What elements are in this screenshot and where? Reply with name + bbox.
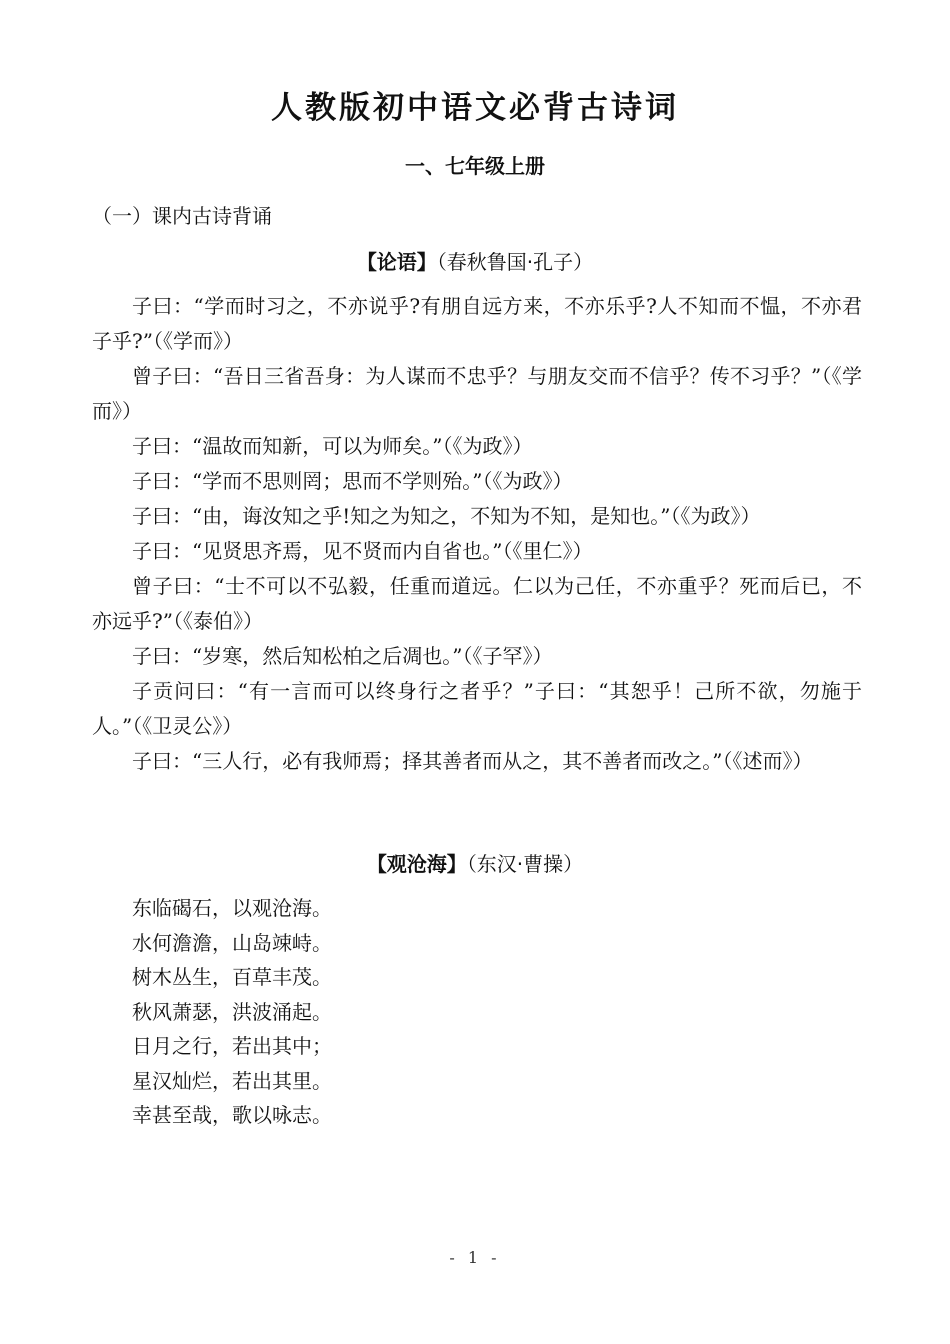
subsection-heading: （一）课内古诗背诵	[92, 204, 272, 228]
poem-line: 树木丛生，百草丰茂。	[132, 965, 332, 989]
work-title-name: 【论语】	[356, 250, 437, 274]
work-title-author: （春秋鲁国·孔子）	[436, 250, 594, 274]
lunyu-passages	[92, 289, 862, 779]
passage: 子曰：“见贤思齐焉，见不贤而内自省也。”（《里仁》）	[132, 539, 593, 563]
page-number: - 1 -	[449, 1248, 501, 1267]
passage: 子贡问曰：“有一言而可以终身行之者乎？”子曰：“其恕乎！己所不欲，勿施于人。”（《卫灵公》）	[92, 679, 862, 738]
work-title-guancanghai	[0, 848, 950, 877]
passage: 子曰：“三人行，必有我师焉；择其善者而从之，其不善者而改之。”（《述而》）	[132, 749, 813, 773]
passage: 曾子曰：“吾日三省吾身：为人谋而不忠乎？与朋友交而不信乎？传不习乎？”（《学而》）	[92, 364, 862, 423]
passage: 曾子曰：“士不可以不弘毅，任重而道远。仁以为己任，不亦重乎？死而后已，不亦远乎?”（《泰伯》）	[92, 574, 862, 633]
document-title: 人教版初中语文必背古诗词	[271, 90, 679, 126]
poem-line: 秋风萧瑟，洪波涌起。	[132, 999, 332, 1024]
work-title-author: （东汉·曹操）	[466, 852, 584, 876]
passage: 子曰：“由，诲汝知之乎!知之为知之，不知为不知，是知也。”（《为政》）	[132, 504, 761, 528]
work-title-name: 【观沧海】	[366, 852, 467, 876]
work-title-lunyu	[0, 246, 950, 275]
passage: 子曰：“学而时习之，不亦说乎?有朋自远方来，不亦乐乎?人不知而不愠，不亦君子乎?”（《学而》）	[92, 294, 862, 353]
guancanghai-poem	[132, 891, 332, 1133]
passage: 子曰：“学而不思则罔；思而不学则殆。”（《为政》）	[132, 469, 573, 493]
poem-line: 水何澹澹，山岛竦峙。	[132, 930, 332, 955]
passage: 子曰：“温故而知新，可以为师矣。”（《为政》）	[132, 434, 533, 458]
poem-line: 幸甚至哉，歌以咏志。	[132, 1103, 332, 1127]
poem-line: 星汉灿烂，若出其里。	[132, 1068, 332, 1093]
grade-heading: 一、七年级上册	[405, 154, 545, 178]
poem-line: 东临碣石，以观沧海。	[132, 896, 332, 920]
poem-line: 日月之行，若出其中；	[132, 1034, 332, 1058]
passage: 子曰：“岁寒，然后知松柏之后凋也。”（《子罕》）	[132, 644, 553, 668]
